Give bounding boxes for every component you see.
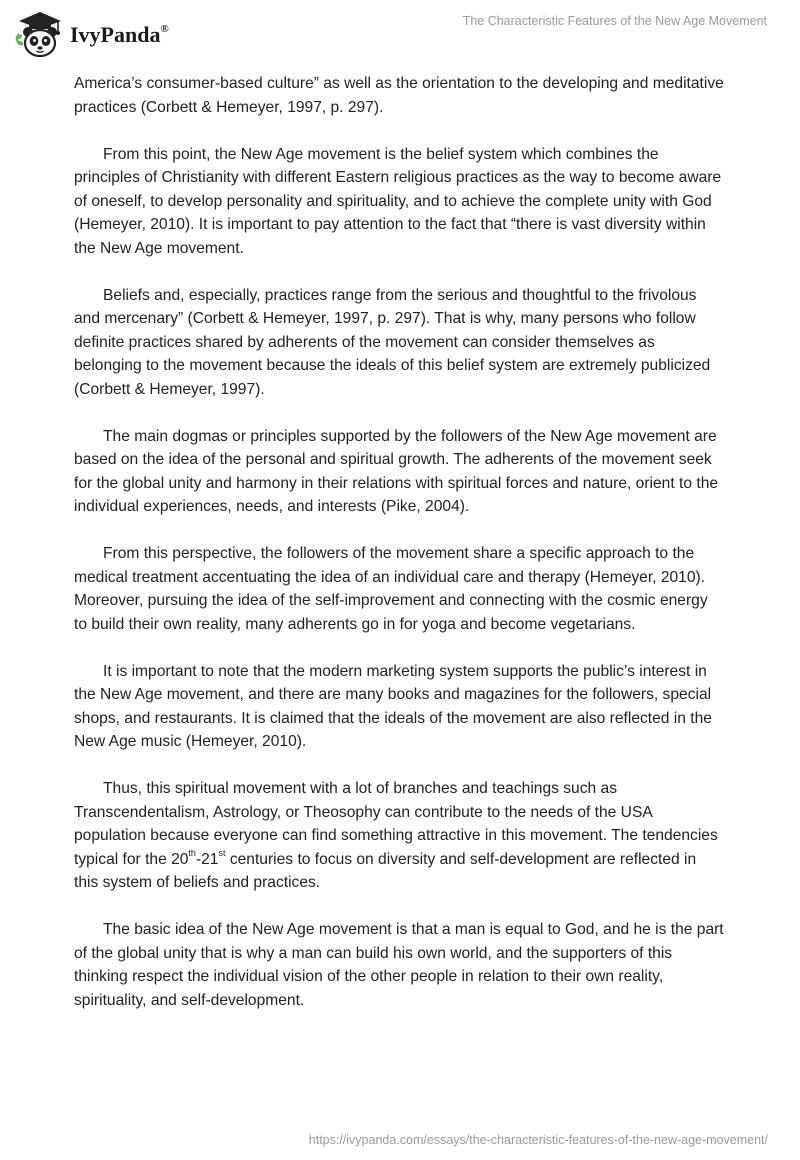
paragraph: Beliefs and, especially, practices range from the serious and thoughtful to the frivolous and mercenary” (Corbett & Hemeyer, 1997, p. 297). That is why, many persons who follow definite practices shared by adherents of the movement can consider themselves as belonging to the movement because the ideals of this belief system are extremely publicized (Corbett & Hemeyer, 1997). bbox=[74, 286, 711, 398]
registered-mark: ® bbox=[160, 22, 169, 35]
paragraph: The basic idea of the New Age movement is that a man is equal to God, and he is the part of the global unity that is why a man can build his own world, and the supporters of this thinking respect the individual vision of the other people in relation to their own reality, spirituality, and self-development. bbox=[74, 921, 724, 1009]
superscript: st bbox=[218, 848, 226, 859]
paragraph: From this perspective, the followers of the movement share a specific approach to the medical treatment accentuating the idea of an individual care and therapy (Hemeyer, 2010). Moreover, pursuing the idea of the self-improvement and connecting with the cosmic energy to build their own reality, many adherents go in for yoga and become vegetarians. bbox=[74, 545, 708, 633]
ivypanda-logo[interactable] bbox=[14, 8, 169, 60]
document-title: The Characteristic Features of the New Age Movement bbox=[462, 14, 767, 28]
superscript: th bbox=[188, 848, 196, 859]
panda-graduate-icon bbox=[14, 8, 66, 60]
essay-body bbox=[74, 72, 724, 1036]
page-header bbox=[0, 0, 800, 64]
source-url[interactable]: https://ivypanda.com/essays/the-characteristic-features-of-the-new-age-movement/ bbox=[308, 1133, 768, 1147]
paragraph: It is important to note that the modern marketing system supports the public’s interest in the New Age movement, and there are many books and magazines for the followers, special shops, and restaurants. It is claimed that the ideals of the movement are also reflected in the New Age music (Hemeyer, 2010). bbox=[74, 662, 712, 750]
paragraph: The main dogmas or principles supported by the followers of the New Age movement are based on the idea of the personal and spiritual growth. The adherents of the movement seek for the global unity and harmony in their relations with spiritual forces and nature, orient to the individual experiences, needs, and interests (Pike, 2004). bbox=[74, 427, 719, 515]
brand-name: IvyPanda® bbox=[70, 22, 169, 47]
paragraph: From this point, the New Age movement is the belief system which combines the principles of Christianity with different Eastern religious practices as the way to become aware of oneself, to develop personality and spirituality, and to achieve the complete unity with God (Hemeyer, 2010). It is important to pay attention to the fact that “there is vast diversity within the New Age movement. bbox=[74, 145, 722, 257]
paragraph: Thus, this spiritual movement with a lot of branches and teachings such as Transcendentalism, Astrology, or Theosophy can contribute to the needs of the USA population because everyone can find something attractive in this movement. The tendencies typical for the 20th-21st centuries to focus on diversity and self-development are reflected in this system of beliefs and practices. bbox=[74, 780, 718, 891]
paragraph: America’s consumer-based culture” as well as the orientation to the developing and meditative practices (Corbett & Hemeyer, 1997, p. 297). bbox=[74, 75, 724, 116]
